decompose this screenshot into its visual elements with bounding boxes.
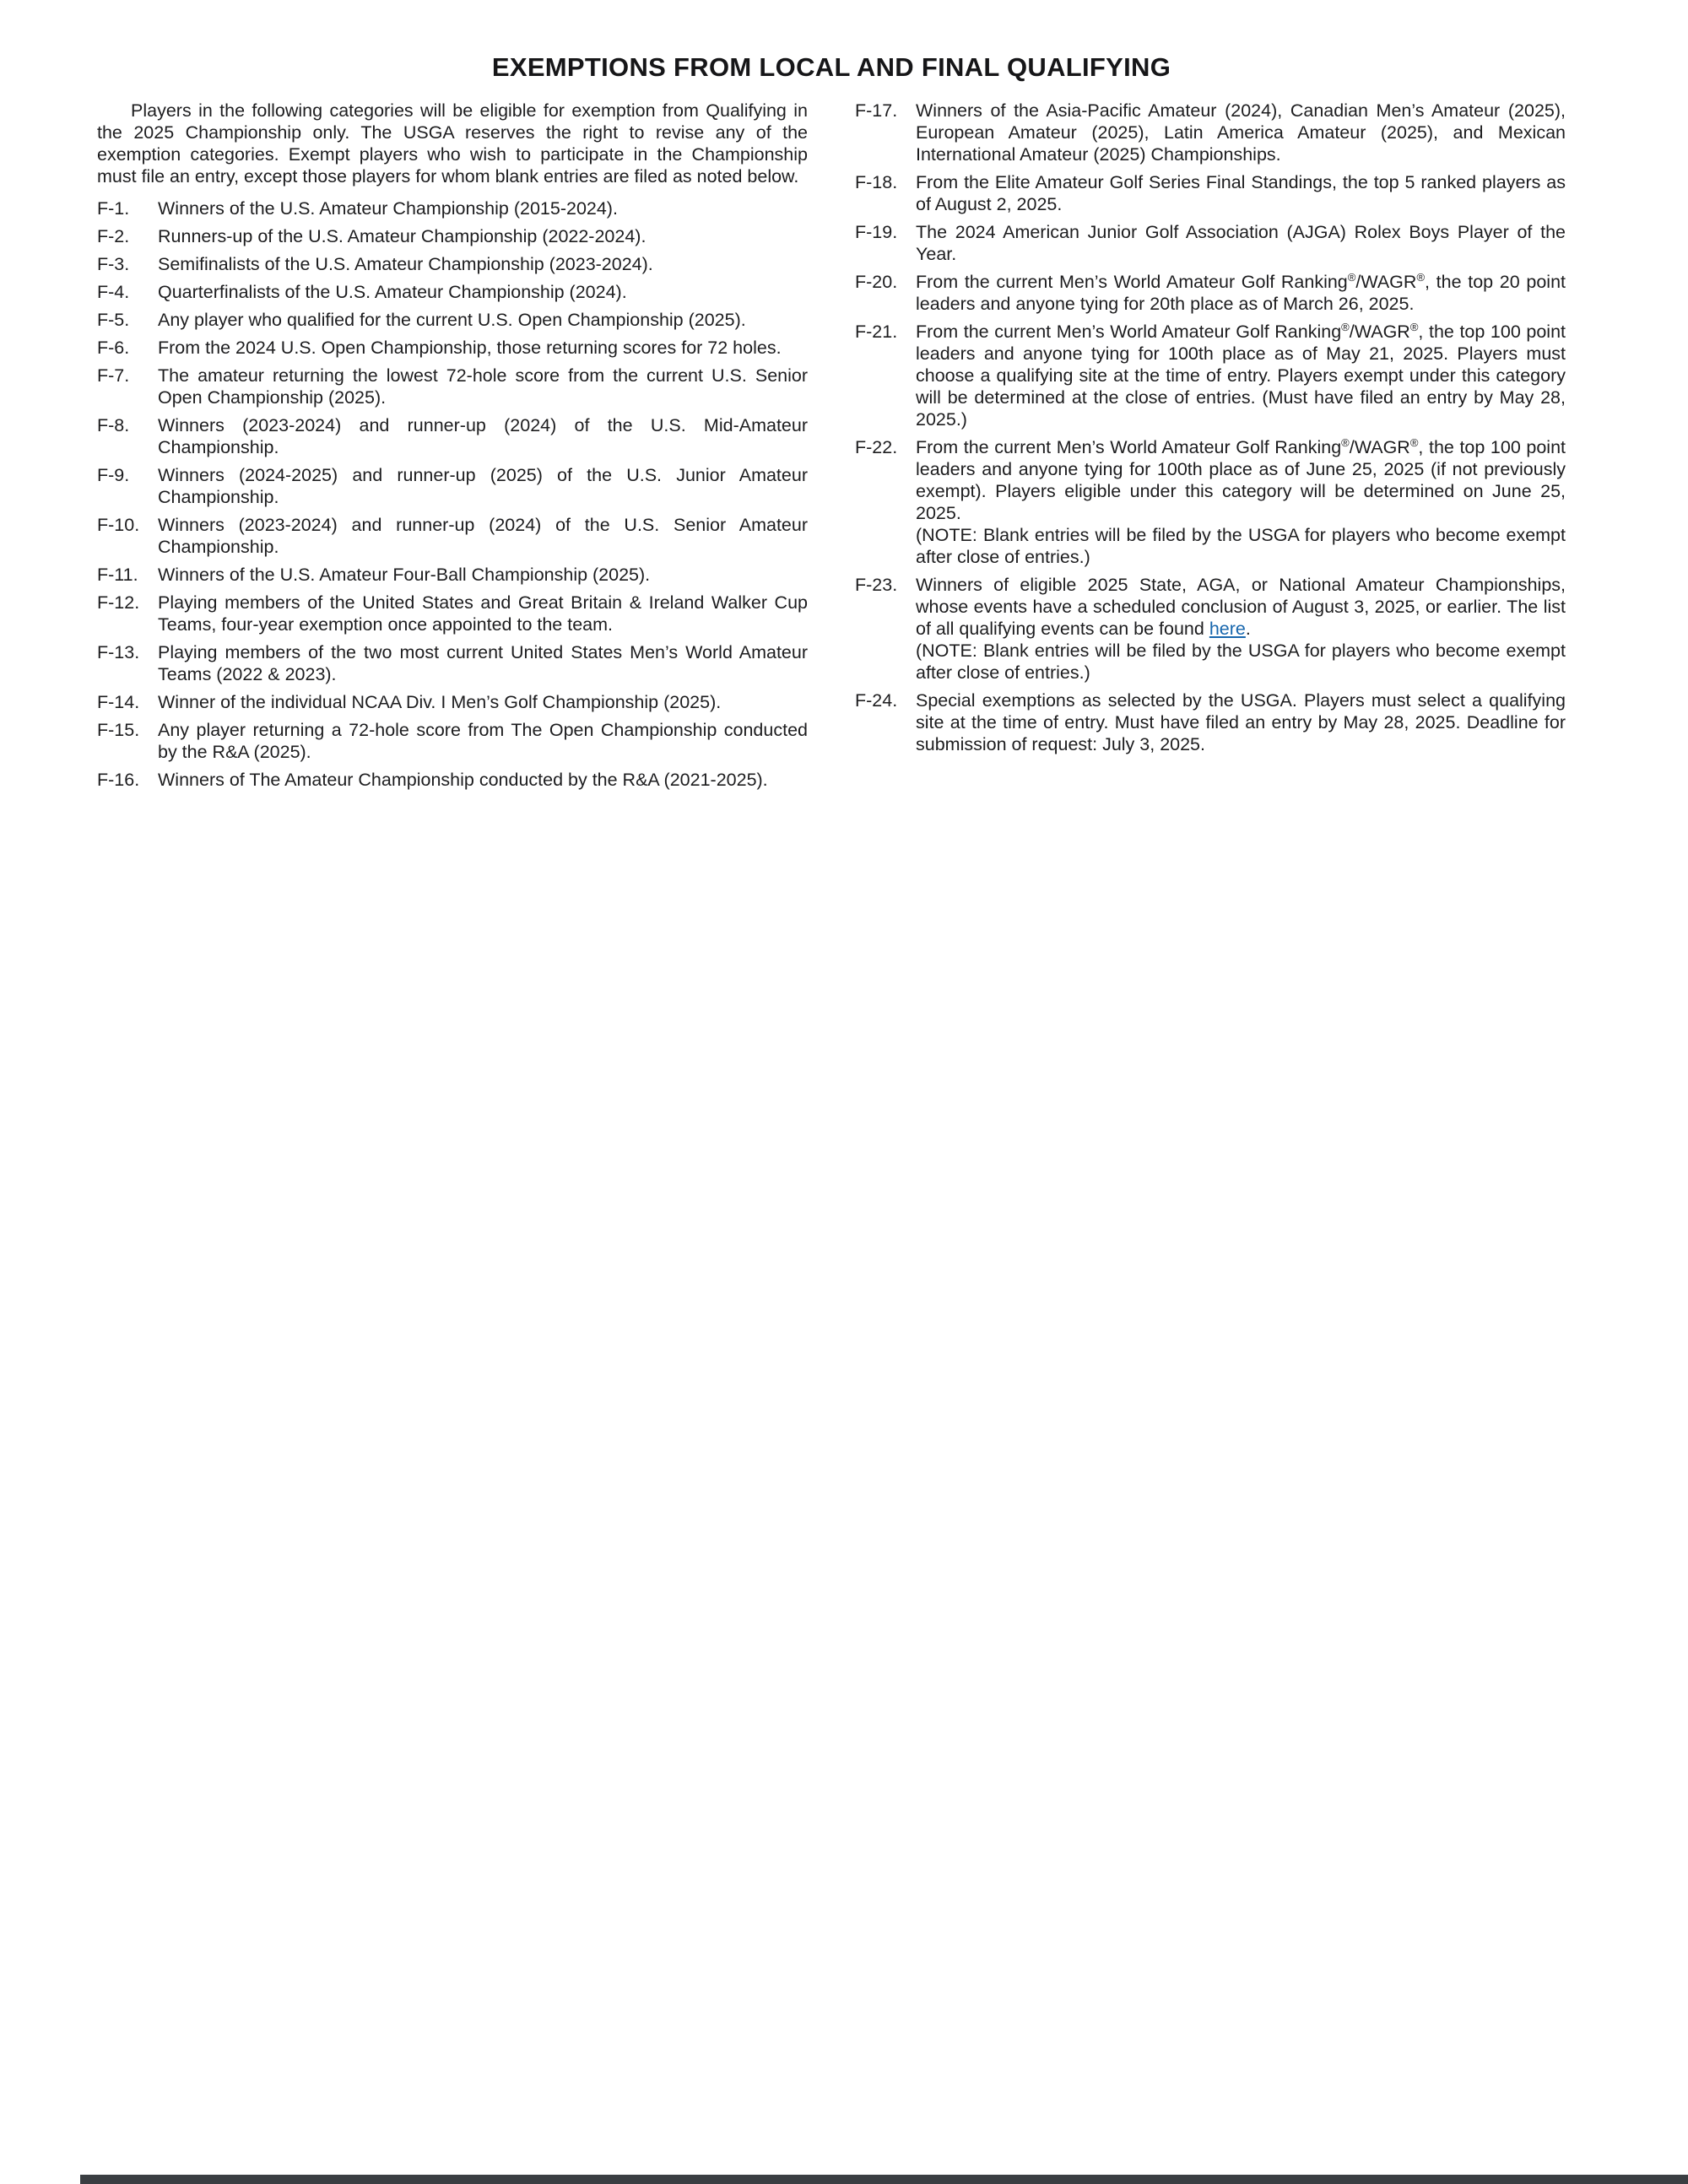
exemption-paragraph [158, 641, 808, 685]
exemption-text [158, 281, 808, 303]
exemption-text [916, 171, 1566, 215]
right-column [855, 100, 1566, 797]
text-run: Winners of the U.S. Amateur Four-Ball Championship (2025). [158, 565, 651, 585]
text-run: Winners (2023-2024) and runner-up (2024) of the U.S. Senior Amateur Championship. [158, 515, 808, 557]
exemption-number: F-16. [97, 770, 140, 790]
exemption-paragraph [916, 524, 1566, 568]
text-run: /WAGR [1355, 272, 1417, 292]
two-column-layout [97, 100, 1566, 797]
text-run: Winners (2023-2024) and runner-up (2024) of the U.S. Mid-Amateur Championship. [158, 415, 808, 457]
exemption-number: F-20. [855, 272, 898, 292]
exemption-text [158, 464, 808, 508]
exemption-text [158, 592, 808, 635]
exemption-item [97, 641, 808, 685]
exemption-paragraph [916, 171, 1566, 215]
exemption-item [97, 769, 808, 791]
exemption-text [158, 309, 808, 331]
text-run: Playing members of the two most current United States Men’s World Amateur Teams (2022 & 2023). [158, 642, 808, 684]
text-run: Winners of eligible 2025 State, AGA, or National Amateur Championships, whose events have a scheduled conclusion of August 3, 2025, or earlier. The list of all qualifying events can be found [916, 575, 1566, 639]
exemption-item [855, 171, 1566, 215]
text-run: . [1245, 619, 1251, 639]
exemption-text [158, 365, 808, 408]
intro-paragraph: Players in the following categories will be eligible for exemption from Qualifying in the 2025 Championship only. The USGA reserves the right to revise any of the exemption categories. Exempt players who wish to participate in the Championship must file an entry, except those players for whom blank entries are filed as noted below. [97, 100, 808, 187]
exemption-number: F-13. [97, 642, 140, 662]
exemption-paragraph [158, 691, 808, 713]
text-run: /WAGR [1349, 322, 1410, 342]
registered-trademark-symbol: ® [1409, 435, 1419, 449]
exemption-text [916, 271, 1566, 315]
page-title: EXEMPTIONS FROM LOCAL AND FINAL QUALIFYING [491, 52, 1171, 82]
exemption-text [158, 337, 808, 359]
exemption-paragraph [158, 309, 808, 331]
exemption-number: F-23. [855, 575, 898, 595]
exemption-text [158, 414, 808, 458]
exemption-number: F-12. [97, 592, 140, 613]
text-run: , the top 20 point leaders and anyone tying for 20th place as of March 26, 2025. [916, 272, 1566, 314]
exemption-paragraph [158, 414, 808, 458]
exemption-item [855, 271, 1566, 315]
exemption-list-right [855, 100, 1566, 755]
text-run: Winners of the U.S. Amateur Championship (2015-2024). [158, 198, 618, 219]
exemption-text [158, 691, 808, 713]
exemption-item [97, 197, 808, 219]
exemption-number: F-4. [97, 282, 130, 302]
exemption-text [916, 100, 1566, 165]
exemption-number: F-9. [97, 465, 130, 485]
text-run: From the 2024 U.S. Open Championship, those returning scores for 72 holes. [158, 338, 782, 358]
exemption-paragraph [158, 719, 808, 763]
exemption-paragraph [916, 321, 1566, 430]
text-run: Winners (2024-2025) and runner-up (2025) of the U.S. Junior Amateur Championship. [158, 465, 808, 507]
exemption-item [97, 309, 808, 331]
exemption-item [855, 221, 1566, 265]
exemption-number: F-15. [97, 720, 140, 740]
exemption-number: F-17. [855, 100, 898, 121]
exemption-paragraph [916, 574, 1566, 640]
exemption-number: F-3. [97, 254, 130, 274]
exemption-number: F-14. [97, 692, 140, 712]
exemption-number: F-7. [97, 365, 130, 386]
exemption-item [97, 691, 808, 713]
exemption-paragraph [916, 221, 1566, 265]
exemption-number: F-10. [97, 515, 140, 535]
exemption-paragraph [158, 365, 808, 408]
exemption-item [97, 719, 808, 763]
exemption-text [158, 719, 808, 763]
text-run: The 2024 American Junior Golf Association (AJGA) Rolex Boys Player of the Year. [916, 222, 1566, 264]
exemption-paragraph [916, 436, 1566, 524]
exemption-text [916, 321, 1566, 430]
text-run: /WAGR [1349, 437, 1410, 457]
exemption-text [916, 574, 1566, 684]
exemption-text [158, 514, 808, 558]
exemption-item [97, 464, 808, 508]
registered-trademark-symbol: ® [1347, 270, 1356, 284]
text-run: From the current Men’s World Amateur Golf Ranking [916, 272, 1348, 292]
exemption-item [97, 225, 808, 247]
exemption-item [97, 592, 808, 635]
text-run: From the current Men’s World Amateur Golf Ranking [916, 322, 1342, 342]
exemption-item [97, 514, 808, 558]
exemption-item [97, 281, 808, 303]
text-run: Playing members of the United States and Great Britain & Ireland Walker Cup Teams, four-year exemption once appointed to the team. [158, 592, 808, 635]
registered-trademark-symbol: ® [1409, 320, 1419, 333]
exemption-paragraph [158, 225, 808, 247]
text-run: Quarterfinalists of the U.S. Amateur Championship (2024). [158, 282, 627, 302]
exemption-item [97, 564, 808, 586]
exemption-number: F-11. [97, 565, 138, 585]
text-run: Semifinalists of the U.S. Amateur Championship (2023-2024). [158, 254, 653, 274]
text-run: Any player returning a 72-hole score from The Open Championship conducted by the R&A (2025). [158, 720, 808, 762]
exemption-item [97, 337, 808, 359]
exemption-item [97, 365, 808, 408]
exemption-text [916, 689, 1566, 755]
registered-trademark-symbol: ® [1341, 435, 1350, 449]
text-run: Runners-up of the U.S. Amateur Championship (2022-2024). [158, 226, 647, 246]
exemption-item [97, 414, 808, 458]
qualifying-events-link[interactable]: here [1209, 619, 1246, 639]
text-run: The amateur returning the lowest 72-hole score from the current U.S. Senior Open Championship (2025). [158, 365, 808, 408]
exemption-text [158, 197, 808, 219]
text-run: , the top 100 point leaders and anyone tying for 100th place as of June 25, 2025 (if not previously exempt). Players eligible under this category will be determined on June 25, 2025. [916, 437, 1566, 523]
text-run: From the Elite Amateur Golf Series Final Standings, the top 5 ranked players as of August 2, 2025. [916, 172, 1566, 214]
exemption-number: F-22. [855, 437, 898, 457]
exemption-number: F-1. [97, 198, 130, 219]
text-run: Winners of The Amateur Championship conducted by the R&A (2021-2025). [158, 770, 768, 790]
registered-trademark-symbol: ® [1341, 320, 1350, 333]
exemption-list-left [97, 197, 808, 791]
text-run: Winner of the individual NCAA Div. I Men’s Golf Championship (2025). [158, 692, 722, 712]
exemption-paragraph [158, 514, 808, 558]
text-run: From the current Men’s World Amateur Golf Ranking [916, 437, 1342, 457]
exemption-text [916, 436, 1566, 568]
exemption-text [158, 253, 808, 275]
exemption-text [916, 221, 1566, 265]
exemption-item [855, 436, 1566, 568]
exemption-paragraph [158, 253, 808, 275]
exemption-text [158, 225, 808, 247]
exemption-item [855, 574, 1566, 684]
exemption-number: F-24. [855, 690, 898, 711]
exemption-paragraph [916, 100, 1566, 165]
registered-trademark-symbol: ® [1416, 270, 1426, 284]
exemption-number: F-18. [855, 172, 898, 192]
exemption-item [97, 253, 808, 275]
left-column [97, 100, 808, 797]
exemption-paragraph [158, 464, 808, 508]
exemption-number: F-8. [97, 415, 130, 435]
text-run: Special exemptions as selected by the USGA. Players must select a qualifying site at the time of entry. Must have filed an entry by May 28, 2025. Deadline for submission of request: July 3, 2025. [916, 690, 1566, 754]
exemption-number: F-5. [97, 310, 130, 330]
exemption-paragraph [158, 197, 808, 219]
exemption-paragraph [916, 689, 1566, 755]
exemption-paragraph [158, 592, 808, 635]
exemption-item [855, 321, 1566, 430]
exemption-item [855, 689, 1566, 755]
exemption-number: F-21. [855, 322, 898, 342]
text-run: Any player who qualified for the current U.S. Open Championship (2025). [158, 310, 746, 330]
exemption-number: F-19. [855, 222, 898, 242]
exemption-paragraph [158, 769, 808, 791]
page-bottom-rule [80, 2175, 1688, 2184]
exemption-text [158, 641, 808, 685]
text-run: , the top 100 point leaders and anyone tying for 100th place as of May 21, 2025. Players must choose a qualifying site at the time of entry. Players exempt under this category will be determined at the close of entries. (Must have filed an entry by May 28, 2025.) [916, 322, 1566, 430]
exemption-text [158, 564, 808, 586]
exemption-item [855, 100, 1566, 165]
text-run: (NOTE: Blank entries will be filed by the USGA for players who become exempt after close of entries.) [916, 525, 1566, 567]
text-run: Winners of the Asia-Pacific Amateur (2024), Canadian Men’s Amateur (2025), European Amateur (2025), Latin America Amateur (2025), and Mexican International Amateur (2025) Championships. [916, 100, 1566, 165]
exemption-paragraph [158, 337, 808, 359]
text-run: (NOTE: Blank entries will be filed by the USGA for players who become exempt after close of entries.) [916, 641, 1566, 683]
exemption-paragraph [158, 281, 808, 303]
exemption-number: F-2. [97, 226, 130, 246]
exemption-paragraph [916, 271, 1566, 315]
exemption-paragraph [916, 640, 1566, 684]
exemption-number: F-6. [97, 338, 130, 358]
exemption-text [158, 769, 808, 791]
exemption-paragraph [158, 564, 808, 586]
